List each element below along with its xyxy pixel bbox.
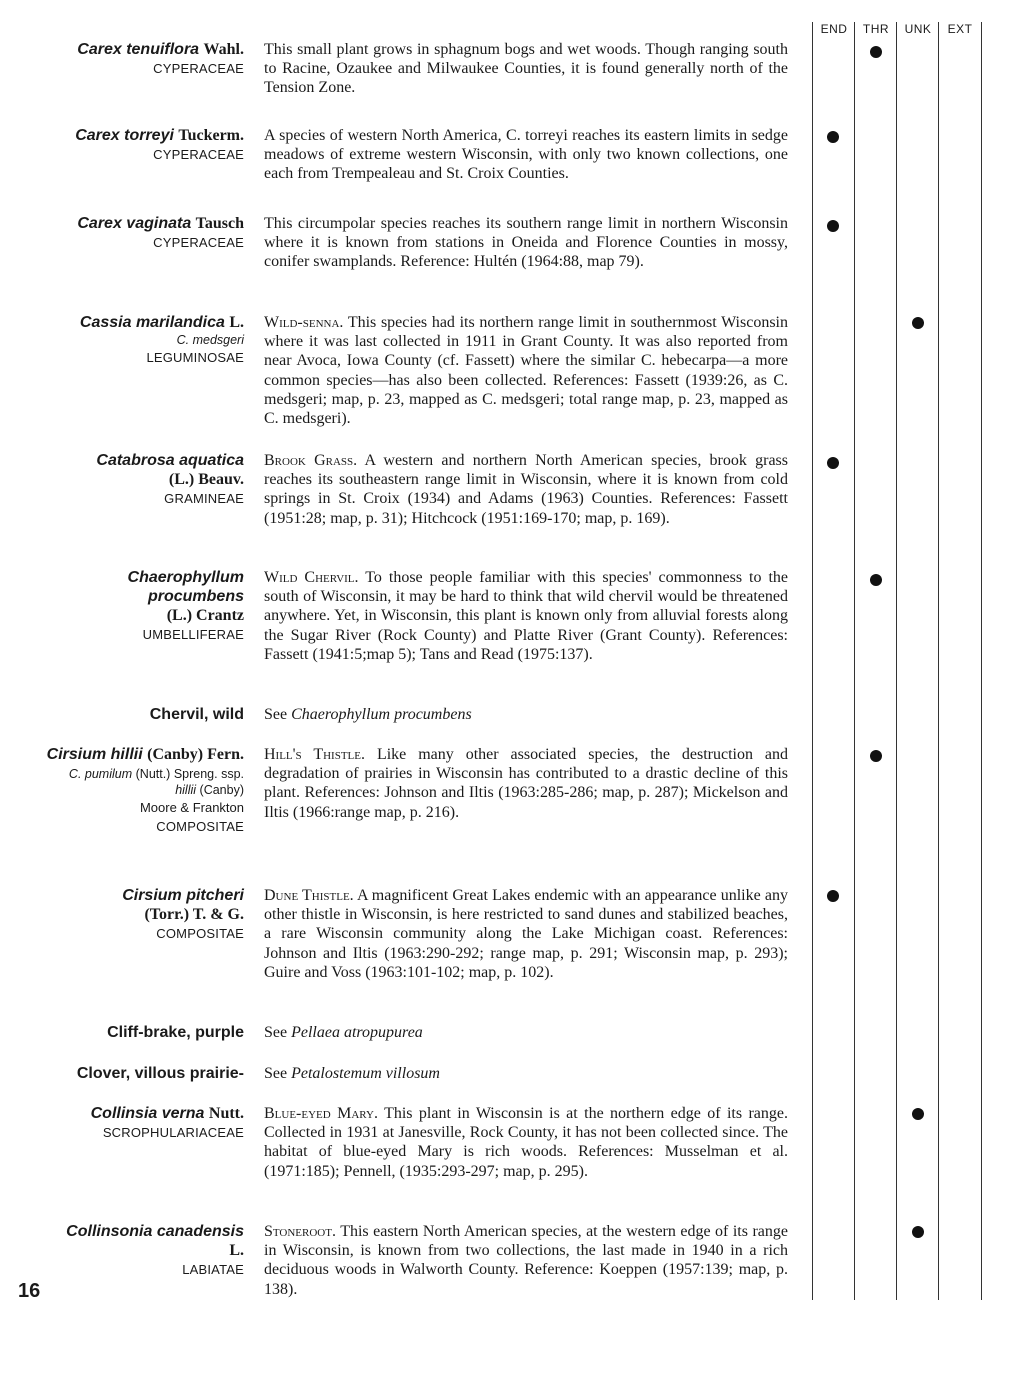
species-description: This circumpolar species reaches its southern range limit in northern Wisconsin where it is known from stations in Oneida and Florence Counties in mossy, conifer swamplands. Reference: Hultén (1964:88, map 79). bbox=[264, 215, 788, 271]
species-name-block bbox=[20, 40, 244, 78]
status-header-ext: EXT bbox=[947, 22, 973, 36]
family: LABIATAE bbox=[182, 1262, 244, 1277]
species-description bbox=[264, 313, 788, 428]
scientific-name: Chaerophyllum procumbens bbox=[127, 569, 244, 605]
synonym: C. medsgeri bbox=[176, 333, 244, 347]
species-name-block bbox=[20, 745, 244, 836]
family: SCROPHULARIACEAE bbox=[102, 1125, 244, 1140]
scientific-name: Collinsonia canadensis bbox=[66, 1223, 244, 1240]
scientific-name: Cassia marilandica bbox=[79, 314, 225, 331]
see-target[interactable]: Chaerophyllum procumbens bbox=[291, 706, 472, 723]
description-text: Like many other associated species, the destruction and degradation of prairies in Wisconsin has contributed to a drastic decline of this plant. References: Johnson and Iltis (1963:285-286; map, p. 287); Mickelson and Iltis (1966:range map, p. 216). bbox=[264, 746, 789, 821]
species-description bbox=[264, 451, 788, 528]
cross-ref-name: Chervil, wild bbox=[149, 706, 244, 723]
synonym-name: C. pumilum bbox=[68, 767, 133, 781]
family: CYPERACEAE bbox=[153, 235, 244, 250]
species-description bbox=[264, 568, 788, 664]
scientific-name: Carex torreyi bbox=[75, 127, 174, 144]
cross-ref-name: Clover, villous prairie- bbox=[76, 1065, 244, 1082]
family: UMBELLIFERAE bbox=[142, 627, 244, 642]
author: Tuckerm. bbox=[178, 127, 244, 144]
family: COMPOSITAE bbox=[156, 819, 244, 834]
common-name: Wild Chervil. bbox=[264, 569, 359, 586]
author: Tausch bbox=[195, 215, 244, 232]
see-target[interactable]: Pellaea atropupurea bbox=[291, 1024, 423, 1041]
species-name-block bbox=[20, 126, 244, 164]
common-name: Hill's Thistle. bbox=[264, 746, 365, 763]
column-rule bbox=[854, 22, 855, 1300]
species-name-block bbox=[20, 214, 244, 252]
status-dot-unk bbox=[912, 1226, 924, 1238]
status-header-thr: THR bbox=[862, 22, 890, 36]
family: CYPERACEAE bbox=[153, 61, 244, 76]
species-name-block bbox=[20, 568, 244, 644]
species-description bbox=[264, 1222, 788, 1299]
common-name-block bbox=[20, 705, 244, 724]
family: CYPERACEAE bbox=[153, 147, 244, 162]
author: (Canby) Fern. bbox=[147, 746, 244, 763]
column-rule bbox=[896, 22, 897, 1300]
description-text: This species had its northern range limit in southernmost Wisconsin where it was last collected in 1911 in Grant County. It was also reported from near Avoca, Iowa County (cf. Fassett) where the similar C. hebecarpa—a more common species—has also been collected. References: Fassett (1939:26, as C. medsgeri; map, p. 23, mapped as C. medsgeri; total range map, p. 23, mapped as C. medsgeri). bbox=[264, 314, 788, 428]
species-description: This small plant grows in sphagnum bogs and wet woods. Though ranging south to Racine, Ozaukee and Milwaukee Counties, it is found generally north of the Tension Zone. bbox=[264, 41, 788, 97]
scientific-name: Collinsia verna bbox=[90, 1105, 205, 1122]
scientific-name: Cirsium pitcheri bbox=[122, 887, 244, 904]
common-name: Blue-eyed Mary. bbox=[264, 1105, 378, 1122]
common-name: Wild-senna. bbox=[264, 314, 344, 331]
cross-ref-text bbox=[264, 1064, 788, 1083]
common-name-block bbox=[20, 1064, 244, 1083]
description-text: This plant in Wisconsin is at the northern edge of its range. Collected in 1931 at Janesville, Rock County, it has not been collected since. The habitat of blue-eyed Mary is rich woods. References: Musselman et al. (1971:185); Pennell, (1935:293-297; map, p. 295). bbox=[264, 1105, 788, 1180]
status-dot-unk bbox=[912, 1108, 924, 1120]
scientific-name: Carex tenuiflora bbox=[77, 41, 200, 58]
family: GRAMINEAE bbox=[164, 491, 244, 506]
description-text: This eastern North American species, at the western edge of its range in Wisconsin, is known from two collections, the last made in 1940 in a rich deciduous woods in Walworth County. Reference: Koeppen (1957:139; map, p. 138). bbox=[264, 1223, 788, 1298]
status-dot-end bbox=[827, 890, 839, 902]
status-header-end: END bbox=[820, 22, 848, 36]
description-text: A magnificent Great Lakes endemic with an appearance unlike any other thistle in Wisconsin, is here restricted to sand dunes and stabilized beaches, a rare Wisconsin community along the Lake Michigan coast. References: Johnson and Iltis (1963:290-292; range map, p. 291; Wisconsin map, p. 293); Guire and Voss (1963:101-102; map, p. 102). bbox=[264, 887, 788, 981]
see-label: See bbox=[264, 1065, 288, 1082]
status-dot-end bbox=[827, 457, 839, 469]
scientific-name: Catabrosa aquatica bbox=[96, 452, 244, 469]
description-text: To those people familiar with this species' commonness to the south of Wisconsin, it may be hard to think that wild chervil would be threatened anywhere. Yet, in Wisconsin, this plant is known only from alluvial forests along the Sugar River (Rock County) and Platte River (Grant County). References: Fassett (1941:5;map 5); Tans and Read (1975:137). bbox=[264, 569, 788, 663]
status-dot-thr bbox=[870, 574, 882, 586]
status-header-unk: UNK bbox=[904, 22, 932, 36]
author: L. bbox=[229, 1242, 244, 1259]
column-rule bbox=[938, 22, 939, 1300]
see-target[interactable]: Petalostemum villosum bbox=[291, 1065, 440, 1082]
status-dot-thr bbox=[870, 750, 882, 762]
species-description bbox=[264, 1104, 788, 1181]
status-dot-unk bbox=[912, 317, 924, 329]
scientific-name: Carex vaginata bbox=[77, 215, 192, 232]
species-description bbox=[264, 886, 788, 982]
common-name: Brook Grass. bbox=[264, 452, 358, 469]
cross-ref-text bbox=[264, 705, 788, 724]
synonym bbox=[20, 766, 244, 782]
status-dot-thr bbox=[870, 46, 882, 58]
status-dot-end bbox=[827, 131, 839, 143]
species-name-block bbox=[20, 886, 244, 943]
status-dot-end bbox=[827, 220, 839, 232]
species-name-block bbox=[20, 1222, 244, 1279]
synonym-author: (Canby) bbox=[199, 783, 244, 797]
author: Wahl. bbox=[203, 41, 244, 58]
cross-ref-text bbox=[264, 1023, 788, 1042]
species-name-block bbox=[20, 313, 244, 367]
common-name: Stoneroot. bbox=[264, 1223, 336, 1240]
author: (L.) Crantz bbox=[166, 607, 244, 624]
author: (Torr.) T. & G. bbox=[144, 906, 244, 923]
species-name-block bbox=[20, 1104, 244, 1142]
common-name: Dune Thistle. bbox=[264, 887, 354, 904]
scientific-name: Cirsium hillii bbox=[46, 746, 143, 763]
column-rule bbox=[981, 22, 982, 1300]
species-description: A species of western North America, C. torreyi reaches its eastern limits in sedge meadows of extreme western Wisconsin, with only two known collections, one each from Trempealeau and St. Croix Counties. bbox=[264, 127, 788, 183]
see-label: See bbox=[264, 706, 288, 723]
species-description bbox=[264, 745, 788, 822]
common-name-block bbox=[20, 1023, 244, 1042]
family: COMPOSITAE bbox=[156, 926, 244, 941]
column-rule bbox=[812, 22, 813, 1300]
author: (L.) Beauv. bbox=[168, 471, 244, 488]
cross-ref-name: Cliff-brake, purple bbox=[107, 1024, 244, 1041]
description-text: A western and northern North American species, brook grass reaches its southeastern range limit in Wisconsin, where it is known from cold springs in St. Croix (1934) and Adams (1963) Counties. References: Fassett (1951:28; map, p. 31); Hitchcock (1951:169-170; map, p. 169). bbox=[264, 452, 788, 527]
author: L. bbox=[229, 314, 244, 331]
page-number: 16 bbox=[18, 1280, 41, 1302]
synonym-authors: Moore & Frankton bbox=[139, 800, 244, 815]
synonym-name: hillii bbox=[175, 783, 197, 797]
synonym bbox=[20, 782, 244, 798]
see-label: See bbox=[264, 1024, 288, 1041]
synonym-author: (Nutt.) Spreng. ssp. bbox=[135, 767, 244, 781]
author: Nutt. bbox=[208, 1105, 244, 1122]
family: LEGUMINOSAE bbox=[146, 350, 244, 365]
species-name-block bbox=[20, 451, 244, 508]
